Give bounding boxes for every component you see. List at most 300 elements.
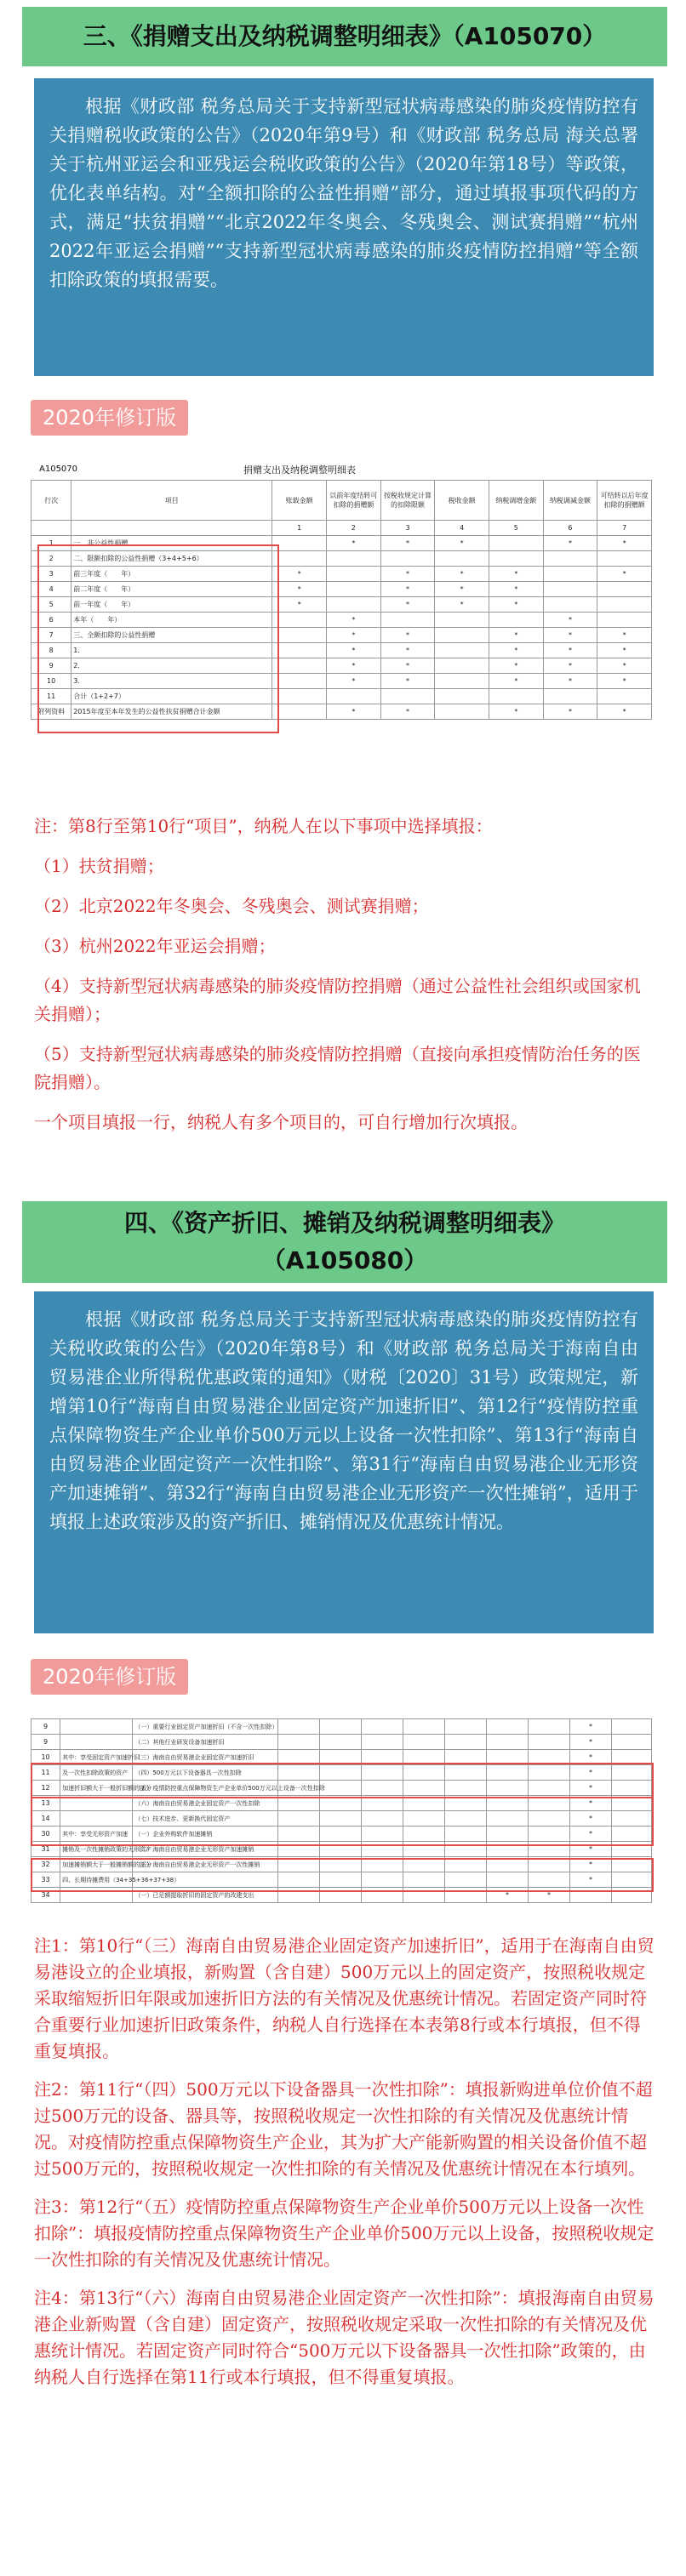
table-row: [31, 582, 652, 597]
table-row: [31, 1796, 652, 1811]
column-number-cell: 4: [435, 521, 489, 536]
cell: *: [489, 704, 543, 720]
row-item: 3.: [71, 674, 272, 689]
cell: [319, 1811, 361, 1827]
cell: *: [489, 658, 543, 674]
cell: *: [380, 704, 435, 720]
row-number: 34: [31, 1888, 60, 1903]
cell: [277, 1719, 319, 1735]
cell: [435, 689, 489, 704]
cell: [403, 1842, 444, 1857]
cell: *: [543, 628, 597, 643]
section3-note-1: 注：第8行至第10行“项目”，纳税人在以下事项中选择填报：: [34, 816, 493, 836]
cell: *: [489, 643, 543, 658]
form-code: A105070: [39, 464, 78, 474]
cell: [486, 1719, 528, 1735]
cell: [277, 1842, 319, 1857]
cell: [403, 1796, 444, 1811]
section4-note-1: 注1：第10行“（三）海南自由贸易港企业固定资产加速折旧”，适用于在海南自由贸易港设立的企业填报，新购置（含自建）500万元以上的固定资产，按照税收规定采取缩短折旧年限或加速折旧方法的有关情况及优惠统计情况。若固定资产同时符合重要行业加速折旧政策条件，纳税人自行选择在本表第8行或本行填报，但不得重复填报。: [34, 1935, 655, 2061]
cell: *: [435, 567, 489, 582]
column-number-cell: 6: [543, 521, 597, 536]
cell: *: [486, 1888, 528, 1903]
row-item: 前三年度（ 年）: [71, 567, 272, 582]
cell: [327, 597, 381, 613]
cell: [272, 658, 327, 674]
cell: *: [543, 643, 597, 658]
cell: [611, 1857, 651, 1872]
cell: *: [272, 567, 327, 582]
header-cell: 纳税调减金额: [543, 481, 597, 521]
cell: [277, 1872, 319, 1888]
cell: [435, 674, 489, 689]
cell: [444, 1765, 486, 1781]
header-cell: 纳税调增金额: [489, 481, 543, 521]
column-number-cell: 7: [597, 521, 652, 536]
row-item: 1.: [71, 643, 272, 658]
cell: *: [272, 582, 327, 597]
cell: [444, 1842, 486, 1857]
table-row: [31, 551, 652, 567]
row-number: 14: [31, 1811, 60, 1827]
section3-intro: 根据《财政部 税务总局关于支持新型冠状病毒感染的肺炎疫情防控有关捐赠税收政策的公告》（2020年第9号）和《财政部 税务总局 海关总署关于杭州亚运会和亚残运会税收政策的公告》（2020年第18号）等政策，优化表单结构。对“全额扣除的公益性捐赠”部分，通过填报事项代码的方式，满足“扶贫捐赠”“北京2022年冬奥会、冬残奥会、测试赛捐赠”“杭州2022年亚运会捐赠”“支持新型冠状病毒感染的肺炎疫情防控捐赠”等全额扣除政策的填报需要。: [49, 96, 638, 290]
cell: *: [380, 628, 435, 643]
cell: [543, 551, 597, 567]
row-number: 9: [31, 658, 71, 674]
section3-note-4: （3）杭州2022年亚运会捐赠；: [34, 936, 276, 956]
row-item: （三）海南自由贸易港企业无形资产一次性摊销: [133, 1857, 278, 1872]
cell: *: [597, 536, 652, 551]
header-cell: 可结转以后年度扣除的捐赠额: [597, 481, 652, 521]
row-category: [60, 1719, 133, 1735]
column-number-cell: 1: [272, 521, 327, 536]
cell: *: [569, 1827, 611, 1842]
cell: [361, 1781, 403, 1796]
section3-form-image: [31, 459, 652, 795]
row-category: 摊销及一次性摊销政策的无形资产: [60, 1842, 133, 1857]
cell: [403, 1888, 444, 1903]
row-number: 4: [31, 582, 71, 597]
row-number: 30: [31, 1827, 60, 1842]
cell: [327, 689, 381, 704]
cell: [403, 1719, 444, 1735]
section4-note-2: 注2：第11行“（四）500万元以下设备器具一次性扣除”：填报新购进单位价值不超过500万元的设备、器具等，按照税收规定一次性扣除的有关情况及优惠统计情况。对疫情防控重点保障物资生产企业，其为扩大产能新购置的相关设备价值不超过500万元的，按照税收规定一次性扣除的有关情况及优惠统计情况在本行填列。: [34, 2079, 653, 2179]
cell: [277, 1888, 319, 1903]
cell: *: [435, 582, 489, 597]
cell: [435, 704, 489, 720]
form-name: 捐赠支出及纳税调整明细表: [243, 464, 356, 476]
cell: [444, 1719, 486, 1735]
row-category: 加速摊销额大于一般摊销额的部分: [60, 1857, 133, 1872]
row-item: （一）企业外购软件加速摊销: [133, 1827, 278, 1842]
cell: *: [569, 1872, 611, 1888]
row-item: 一、非公益性捐赠: [71, 536, 272, 551]
cell: [543, 582, 597, 597]
cell: *: [569, 1719, 611, 1735]
column-number-cell: 2: [327, 521, 381, 536]
cell: [277, 1811, 319, 1827]
cell: *: [380, 674, 435, 689]
cell: [277, 1750, 319, 1765]
section3-note-6: （5）支持新型冠状病毒感染的肺炎疫情防控捐赠（直接向承担疫情防治任务的医院捐赠）。: [34, 1044, 641, 1092]
row-number: 11: [31, 689, 71, 704]
cell: [319, 1827, 361, 1842]
cell: [277, 1735, 319, 1750]
cell: [611, 1781, 651, 1796]
cell: [611, 1796, 651, 1811]
row-number: 5: [31, 597, 71, 613]
cell: [319, 1781, 361, 1796]
cell: [611, 1842, 651, 1857]
row-item: 三、全额扣除的公益性捐赠: [71, 628, 272, 643]
cell: *: [569, 1796, 611, 1811]
cell: *: [543, 536, 597, 551]
column-number-cell: 3: [380, 521, 435, 536]
cell: [489, 551, 543, 567]
row-number: 11: [31, 1765, 60, 1781]
cell: *: [435, 536, 489, 551]
row-item: （二）海南自由贸易港企业无形资产加速摊销: [133, 1842, 278, 1857]
table-row: [31, 704, 652, 720]
cell: *: [327, 704, 381, 720]
row-number: 7: [31, 628, 71, 643]
cell: [486, 1735, 528, 1750]
section4-form-image: [31, 1718, 652, 1916]
cell: *: [597, 704, 652, 720]
section3-title-banner: [22, 7, 667, 66]
cell: [272, 643, 327, 658]
cell: *: [489, 582, 543, 597]
cell: [444, 1827, 486, 1842]
cell: [597, 613, 652, 628]
cell: *: [327, 628, 381, 643]
cell: [444, 1735, 486, 1750]
cell: [528, 1857, 569, 1872]
cell: *: [327, 536, 381, 551]
cell: [444, 1872, 486, 1888]
header-cell: 税收金额: [435, 481, 489, 521]
cell: [528, 1872, 569, 1888]
section3-revision-tag-text: 2020年修订版: [43, 406, 177, 430]
cell: *: [489, 567, 543, 582]
row-number: 32: [31, 1857, 60, 1872]
cell: [597, 551, 652, 567]
cell: [272, 536, 327, 551]
cell: [327, 551, 381, 567]
table-row: [31, 689, 652, 704]
column-number-cell: 5: [489, 521, 543, 536]
cell: *: [327, 674, 381, 689]
section4-title-line2: （A105080）: [261, 1246, 428, 1274]
section3-note-5: （4）支持新型冠状病毒感染的肺炎疫情防控捐赠（通过公益性社会组织或国家机关捐赠）；: [34, 976, 641, 1024]
cell: [611, 1750, 651, 1765]
cell: *: [327, 613, 381, 628]
section4-title-line1: 四、《资产折旧、摊销及纳税调整明细表》: [123, 1209, 565, 1237]
row-item: 二、限额扣除的公益性捐赠（3+4+5+6）: [71, 551, 272, 567]
table-row: [31, 1811, 652, 1827]
cell: *: [380, 643, 435, 658]
table-row: [31, 1827, 652, 1842]
table-row: [31, 1857, 652, 1872]
cell: [361, 1750, 403, 1765]
row-number: 9: [31, 1719, 60, 1735]
cell: [361, 1735, 403, 1750]
cell: *: [543, 658, 597, 674]
table-row: [31, 1765, 652, 1781]
cell: [528, 1735, 569, 1750]
cell: *: [380, 536, 435, 551]
cell: *: [597, 628, 652, 643]
section3-title: 三、《捐赠支出及纳税调整明细表》（A105070）: [83, 22, 607, 50]
table-row: [31, 1888, 652, 1903]
cell: [361, 1888, 403, 1903]
row-number: 10: [31, 1750, 60, 1765]
cell: [380, 613, 435, 628]
table-row: [31, 597, 652, 613]
table-row: [31, 536, 652, 551]
row-number: 31: [31, 1842, 60, 1857]
cell: [403, 1811, 444, 1827]
header-cell: 项目: [71, 481, 272, 521]
cell: [361, 1872, 403, 1888]
header-cell: 以前年度结转可扣除的捐赠额: [327, 481, 381, 521]
cell: [327, 582, 381, 597]
cell: *: [380, 658, 435, 674]
row-number: 附列资料: [31, 704, 71, 720]
section3-note-7: 一个项目填报一行，纳税人有多个项目的，可自行增加行次填报。: [34, 1112, 528, 1132]
cell: [486, 1811, 528, 1827]
cell: [361, 1811, 403, 1827]
section4-note-3: 注3：第12行“（五）疫情防控重点保障物资生产企业单价500万元以上设备一次性扣除”：填报疫情防控重点保障物资生产企业单价500万元以上设备，按照税收规定一次性扣除的有关情况及优惠统计情况。: [34, 2197, 655, 2270]
cell: *: [327, 658, 381, 674]
row-category: 及一次性扣除政策的资产: [60, 1765, 133, 1781]
cell: [611, 1888, 651, 1903]
cell: [435, 658, 489, 674]
cell: *: [380, 567, 435, 582]
cell: [319, 1842, 361, 1857]
cell: [444, 1796, 486, 1811]
cell: [277, 1857, 319, 1872]
row-number: 3: [31, 567, 71, 582]
table-row: [31, 628, 652, 643]
section4-intro: 根据《财政部 税务总局关于支持新型冠状病毒感染的肺炎疫情防控有关税收政策的公告》（2020年第8号）和《财政部 税务总局关于海南自由贸易港企业所得税优惠政策的通知》（财税〔2020〕31号）政策规定，新增第10行“海南自由贸易港企业固定资产加速折旧”、第12行“疫情防控重点保障物资生产企业单价500万元以上设备一次性扣除”、第13行“海南自由贸易港企业固定资产一次性扣除”、第31行“海南自由贸易港企业无形资产加速摊销”、第32行“海南自由贸易港企业无形资产一次性摊销”，适用于填报上述政策涉及的资产折旧、摊销情况及优惠统计情况。: [49, 1309, 638, 1532]
cell: [403, 1765, 444, 1781]
cell: [486, 1750, 528, 1765]
cell: [403, 1735, 444, 1750]
cell: [489, 689, 543, 704]
row-item: （七）技术进步、更新换代固定资产: [133, 1811, 278, 1827]
cell: [435, 628, 489, 643]
cell: [528, 1827, 569, 1842]
row-item: （三）海南自由贸易港企业固定资产加速折旧: [133, 1750, 278, 1765]
row-item: （五）疫情防控重点保障物资生产企业单价500万元以上设备一次性扣除: [133, 1781, 278, 1796]
row-item: （一）重要行业固定资产加速折旧（不含一次性扣除）: [133, 1719, 278, 1735]
cell: *: [327, 643, 381, 658]
cell: [277, 1827, 319, 1842]
row-number: 12: [31, 1781, 60, 1796]
header-cell: 按税收规定计算的扣除限额: [380, 481, 435, 521]
cell: *: [569, 1735, 611, 1750]
section3-revision-tag: [31, 400, 188, 436]
cell: [319, 1857, 361, 1872]
section4-title-banner: [22, 1201, 667, 1283]
cell: [528, 1781, 569, 1796]
cell: [319, 1796, 361, 1811]
cell: [403, 1857, 444, 1872]
cell: *: [435, 597, 489, 613]
row-item: 本年（ 年）: [71, 613, 272, 628]
cell: *: [543, 613, 597, 628]
cell: [543, 689, 597, 704]
cell: [272, 628, 327, 643]
cell: [403, 1872, 444, 1888]
cell: [486, 1842, 528, 1857]
cell: [380, 551, 435, 567]
row-item: （六）海南自由贸易港企业固定资产一次性扣除: [133, 1796, 278, 1811]
cell: [597, 689, 652, 704]
cell: [403, 1750, 444, 1765]
cell: [277, 1765, 319, 1781]
section4-revision-tag: [31, 1659, 188, 1695]
cell: [444, 1750, 486, 1765]
table-row: [31, 658, 652, 674]
row-item: 2015年度至本年发生的公益性扶贫捐赠合计金额: [71, 704, 272, 720]
row-item: 2.: [71, 658, 272, 674]
cell: *: [489, 628, 543, 643]
cell: [272, 674, 327, 689]
cell: [444, 1781, 486, 1796]
table-row: [31, 1842, 652, 1857]
table-row: [31, 643, 652, 658]
cell: [486, 1765, 528, 1781]
cell: [361, 1857, 403, 1872]
cell: [543, 567, 597, 582]
section3-note-3: （2）北京2022年冬奥会、冬残奥会、测试赛捐赠；: [34, 896, 429, 916]
cell: [611, 1827, 651, 1842]
cell: [444, 1888, 486, 1903]
cell: *: [272, 597, 327, 613]
row-category: 四、长期待摊费用（34+35+36+37+38）: [60, 1872, 133, 1888]
cell: [380, 689, 435, 704]
cell: [361, 1827, 403, 1842]
cell: [611, 1811, 651, 1827]
cell: [486, 1796, 528, 1811]
section4-intro-box: [34, 1291, 654, 1633]
cell: [361, 1719, 403, 1735]
cell: *: [380, 597, 435, 613]
cell: [489, 613, 543, 628]
cell: [319, 1719, 361, 1735]
cell: *: [569, 1857, 611, 1872]
cell: [435, 643, 489, 658]
cell: [611, 1765, 651, 1781]
cell: [611, 1735, 651, 1750]
cell: [277, 1796, 319, 1811]
cell: [528, 1719, 569, 1735]
cell: [319, 1750, 361, 1765]
cell: [403, 1781, 444, 1796]
cell: *: [569, 1781, 611, 1796]
cell: [486, 1827, 528, 1842]
cell: *: [569, 1750, 611, 1765]
cell: [543, 597, 597, 613]
cell: *: [569, 1765, 611, 1781]
column-number-row: [31, 521, 652, 536]
cell: *: [597, 674, 652, 689]
row-item: 前二年度（ 年）: [71, 582, 272, 597]
section3-note-2: （1）扶贫捐赠；: [34, 856, 164, 876]
cell: *: [597, 643, 652, 658]
row-category: [60, 1735, 133, 1750]
table-row: [31, 613, 652, 628]
cell: [403, 1827, 444, 1842]
depreciation-table: [31, 1718, 652, 1903]
cell: [528, 1811, 569, 1827]
cell: [272, 613, 327, 628]
section4-revision-tag-text: 2020年修订版: [43, 1665, 177, 1689]
cell: *: [569, 1842, 611, 1857]
row-item: （二）其他行业研发设备加速折旧: [133, 1735, 278, 1750]
cell: [272, 551, 327, 567]
cell: [319, 1735, 361, 1750]
cell: *: [543, 704, 597, 720]
cell: [486, 1872, 528, 1888]
column-number-cell: [71, 521, 272, 536]
cell: [597, 582, 652, 597]
table-row: [31, 1872, 652, 1888]
row-number: 33: [31, 1872, 60, 1888]
header-cell: 行次: [31, 481, 71, 521]
header-cell: 账载金额: [272, 481, 327, 521]
cell: [272, 704, 327, 720]
cell: [486, 1781, 528, 1796]
cell: [611, 1872, 651, 1888]
donation-table: [31, 480, 652, 720]
cell: [569, 1888, 611, 1903]
cell: [611, 1719, 651, 1735]
row-category: 其中：享受固定资产加速折旧: [60, 1750, 133, 1765]
row-number: 10: [31, 674, 71, 689]
section3-intro-box: [34, 78, 654, 376]
cell: [528, 1750, 569, 1765]
row-category: [60, 1888, 133, 1903]
row-item: 合计（1+2+7）: [71, 689, 272, 704]
row-category: [60, 1796, 133, 1811]
cell: [444, 1811, 486, 1827]
cell: [597, 597, 652, 613]
cell: *: [569, 1811, 611, 1827]
cell: [528, 1765, 569, 1781]
cell: [435, 551, 489, 567]
table-row: [31, 1719, 652, 1735]
cell: [444, 1857, 486, 1872]
cell: [435, 613, 489, 628]
cell: [327, 567, 381, 582]
cell: [361, 1796, 403, 1811]
table-row: [31, 1735, 652, 1750]
cell: [361, 1842, 403, 1857]
table-row: [31, 567, 652, 582]
row-number: 13: [31, 1796, 60, 1811]
row-number: 1: [31, 536, 71, 551]
cell: [272, 689, 327, 704]
cell: *: [543, 674, 597, 689]
cell: *: [597, 567, 652, 582]
cell: [319, 1872, 361, 1888]
cell: *: [597, 658, 652, 674]
header-row: [31, 481, 652, 521]
cell: *: [528, 1888, 569, 1903]
row-number: 8: [31, 643, 71, 658]
